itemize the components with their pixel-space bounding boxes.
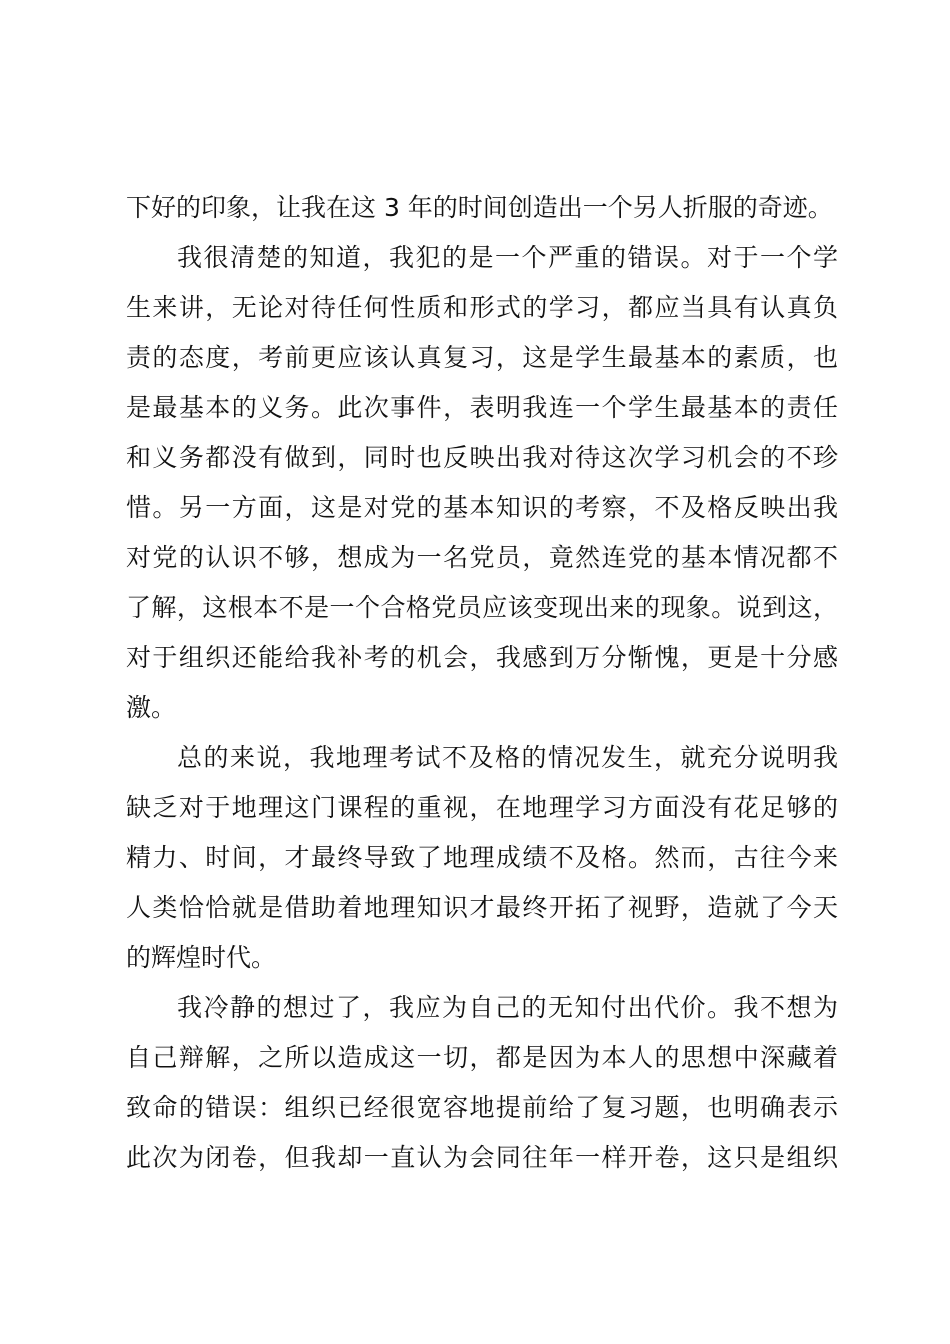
text-line: 此次为闭卷，但我却一直认为会同往年一样开卷，这只是组织 — [126, 1143, 838, 1172]
text-line: 自己辩解，之所以造成这一切，都是因为本人的思想中深藏着 — [126, 1043, 838, 1072]
text-line: 精力、时间，才最终导致了地理成绩不及格。然而，古往今来 — [126, 843, 838, 872]
text-line: 惜。另一方面，这是对党的基本知识的考察，不及格反映出我 — [126, 493, 838, 522]
text-line: 我很清楚的知道，我犯的是一个严重的错误。对于一个学 — [177, 243, 838, 272]
text-line: 我冷静的想过了，我应为自己的无知付出代价。我不想为 — [177, 993, 838, 1022]
text-line: 的辉煌时代。 — [126, 943, 277, 972]
text-line: 人类恰恰就是借助着地理知识才最终开拓了视野，造就了今天 — [126, 893, 838, 922]
text-line: 对于组织还能给我补考的机会，我感到万分惭愧，更是十分感 — [126, 643, 838, 672]
text-line: 责的态度，考前更应该认真复习，这是学生最基本的素质，也 — [126, 343, 838, 372]
text-line: 缺乏对于地理这门课程的重视，在地理学习方面没有花足够的 — [126, 793, 838, 822]
text-line: 总的来说，我地理考试不及格的情况发生，就充分说明我 — [177, 743, 838, 772]
text-line: 对党的认识不够，想成为一名党员，竟然连党的基本情况都不 — [126, 543, 838, 572]
text-line: 致命的错误：组织已经很宽容地提前给了复习题，也明确表示 — [126, 1093, 838, 1122]
text-line: 了解，这根本不是一个合格党员应该变现出来的现象。说到这， — [126, 593, 838, 622]
text-line: 下好的印象，让我在这 3 年的时间创造出一个另人折服的奇迹。 — [126, 193, 833, 222]
text-line: 是最基本的义务。此次事件，表明我连一个学生最基本的责任 — [126, 393, 838, 422]
text-line: 激。 — [126, 693, 177, 722]
text-line: 和义务都没有做到，同时也反映出我对待这次学习机会的不珍 — [126, 443, 838, 472]
text-line: 生来讲，无论对待任何性质和形式的学习，都应当具有认真负 — [126, 293, 838, 322]
